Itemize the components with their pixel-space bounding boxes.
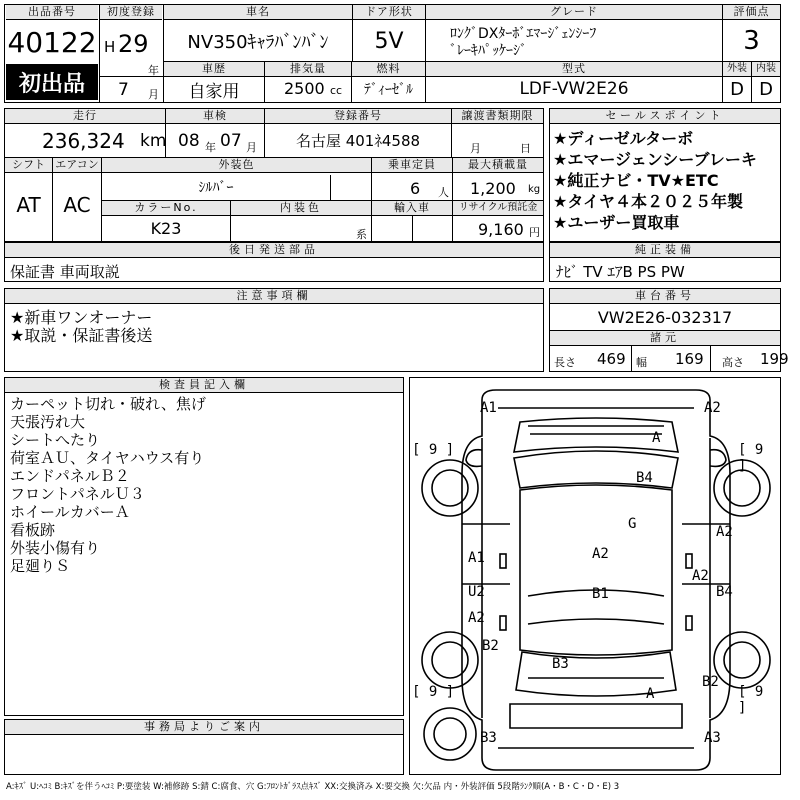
- interior-color-label: 内装色: [231, 201, 371, 216]
- first-reg-label: 初度登録: [100, 5, 162, 20]
- damage-mark: A2: [704, 400, 721, 416]
- caution-label: 注意事項欄: [5, 289, 543, 304]
- inspector-list: [10, 395, 206, 575]
- max-load-value: 1,200: [470, 179, 516, 198]
- inspector-item: カーペット切れ・破れ、焦げ: [10, 395, 206, 413]
- caution-list: [10, 309, 152, 345]
- damage-mark: B3: [480, 730, 497, 746]
- transfer-day-unit: 日: [520, 142, 531, 155]
- grade-line1: ﾛﾝｸﾞDXﾀｰﾎﾞｴﾏｰｼﾞｪﾝｼｰﾌ: [450, 26, 597, 42]
- transfer-label: 譲渡書類期限: [452, 109, 543, 124]
- max-load-unit: kg: [528, 184, 541, 195]
- chassis-label: 車台番号: [550, 289, 780, 304]
- lot-label: 出品番号: [6, 5, 98, 20]
- fuel-label: 燃料: [352, 62, 425, 77]
- displacement-unit: cc: [330, 84, 343, 97]
- inspector-item: エンドパネルＢ２: [10, 467, 130, 485]
- recycle-label: リサイクル預託金: [453, 201, 543, 216]
- height-value: 199: [760, 350, 789, 368]
- first-listing-badge: 初出品: [6, 64, 98, 100]
- later-parts-label: 後日発送部品: [5, 243, 543, 258]
- office-label: 事務局よりご案内: [5, 720, 403, 735]
- damage-mark: A2: [692, 568, 709, 584]
- caution-item: ★新車ワンオーナー: [10, 308, 153, 327]
- damage-mark: A1: [480, 400, 497, 416]
- sales-points-label: セールスポイント: [550, 109, 780, 124]
- tire-mark: [ 9 ]: [412, 684, 455, 700]
- damage-mark: B4: [636, 470, 653, 486]
- import-label: 輸入車: [372, 201, 452, 216]
- damage-mark: A3: [704, 730, 721, 746]
- inspector-item: 看板跡: [10, 521, 56, 539]
- inspection-month-unit: 月: [246, 141, 257, 154]
- length-value: 469: [597, 350, 626, 368]
- sales-point-item: ★エマージェンシーブレーキ: [553, 150, 757, 169]
- interior-value: D: [759, 78, 773, 100]
- capacity-label: 乗車定員: [372, 158, 452, 173]
- height-label: 高さ: [722, 356, 744, 369]
- first-reg-era: H: [104, 38, 116, 56]
- score-value: 3: [743, 26, 760, 56]
- exterior-label: 外装: [723, 62, 751, 77]
- model-value: LDF-VW2E26: [519, 79, 629, 99]
- equipment-label: 純正装備: [550, 243, 780, 258]
- sales-point-item: ★ディーゼルターボ: [553, 129, 694, 148]
- tire-mark: [ 9 ]: [738, 684, 764, 716]
- inspection-label: 車検: [166, 109, 264, 124]
- inspector-item: 足廻りＳ: [10, 557, 71, 575]
- damage-mark: B2: [482, 638, 499, 654]
- plate-label: 登録番号: [265, 109, 451, 124]
- length-label: 長さ: [554, 356, 576, 369]
- damage-mark: A2: [468, 610, 485, 626]
- inspection-year: 08: [178, 131, 200, 151]
- exterior-value: D: [730, 78, 744, 100]
- exterior-color-label: 外装色: [102, 158, 371, 173]
- inspector-item: 外装小傷有り: [10, 539, 101, 557]
- recycle-unit: 円: [529, 226, 540, 239]
- displacement-value: 2500: [284, 79, 325, 98]
- legend: A:ｷｽﾞ U:ﾍｺﾐ B:ｷｽﾞを伴うﾍｺﾐ P:要塗装 W:補修跡 S:錆 C:腐食、穴 G:ﾌﾛﾝﾄｶﾞﾗｽ点ｷｽﾞ XX:交換済み X:要交換 欠:欠品 内・外装評価 5段階ﾗﾝｸ順(A・B・C・D・E) 3: [6, 782, 620, 792]
- shift-value: AT: [16, 193, 41, 217]
- inspector-item: シートへたり: [10, 431, 101, 449]
- transfer-month-unit: 月: [470, 142, 481, 155]
- damage-mark: B4: [716, 584, 733, 600]
- capacity-value: 6: [410, 179, 421, 198]
- later-parts-value: 保証書 車両取説: [10, 263, 120, 281]
- fuel-value: ﾃﾞｨｰｾﾞﾙ: [364, 82, 413, 98]
- door-value: 5V: [374, 28, 404, 54]
- mileage-label: 走行: [5, 109, 165, 124]
- color-no-value: K23: [150, 218, 182, 238]
- width-value: 169: [675, 350, 704, 368]
- inspector-item: フロントパネルＵ３: [10, 485, 145, 503]
- interior-color-suffix: 系: [356, 228, 367, 241]
- interior-label: 内装: [752, 62, 780, 77]
- door-label: ドア形状: [353, 5, 425, 20]
- inspector-item: 荷室ＡＵ、タイヤハウス有り: [10, 449, 205, 467]
- damage-mark: B1: [592, 586, 609, 602]
- history-label: 車歴: [164, 62, 264, 77]
- caution-item: ★取説・保証書後送: [10, 326, 153, 345]
- car-name-label: 車名: [164, 5, 352, 20]
- inspector-item: ホイールカバーＡ: [10, 503, 130, 521]
- max-load-label: 最大積載量: [453, 158, 543, 173]
- damage-mark: A2: [716, 524, 733, 540]
- plate-value: 名古屋 401ﾈ4588: [295, 131, 421, 150]
- exterior-color-value: ｼﾙﾊﾞｰ: [198, 180, 234, 196]
- dimensions-label: 諸元: [550, 330, 780, 346]
- mileage-unit: km: [140, 131, 167, 151]
- equipment-value: ﾅﾋﾞ TV ｴｱB PS PW: [556, 263, 685, 281]
- damage-mark: A2: [592, 546, 609, 562]
- lot-number: 40122: [7, 25, 97, 59]
- grade-label: グレード: [426, 5, 722, 20]
- capacity-unit: 人: [438, 186, 449, 199]
- model-label: 型式: [426, 62, 722, 77]
- inspector-item: 天張汚れ大: [10, 413, 86, 431]
- first-reg-year-unit: 年: [148, 64, 159, 77]
- damage-mark: A: [652, 430, 661, 446]
- tire-mark: [ 9 ]: [412, 442, 455, 458]
- recycle-value: 9,160: [478, 220, 524, 239]
- inspection-month: 07: [220, 131, 242, 151]
- damage-mark: A: [646, 686, 655, 702]
- displacement-label: 排気量: [265, 62, 351, 77]
- score-label: 評価点: [723, 5, 780, 20]
- damage-diagram: [409, 377, 781, 775]
- tire-mark: [ 9 ]: [738, 442, 764, 474]
- grade-line2: ﾞﾚｰｷﾊﾟｯｹｰｼﾞ: [450, 43, 527, 59]
- first-reg-month: 7: [118, 80, 129, 100]
- sales-point-item: ★純正ナビ・TV★ETC: [553, 171, 719, 190]
- car-outline: [410, 378, 782, 776]
- width-label: 幅: [636, 356, 647, 369]
- first-reg-month-unit: 月: [148, 88, 159, 101]
- inspector-label: 検査員記入欄: [5, 378, 403, 393]
- damage-mark: B2: [702, 674, 719, 690]
- first-reg-year: 29: [118, 30, 149, 58]
- aircon-value: AC: [63, 193, 91, 217]
- color-no-label: カラーNo.: [102, 201, 230, 216]
- chassis-value: VW2E26-032317: [597, 307, 733, 327]
- sales-point-item: ★ユーザー買取車: [553, 213, 680, 232]
- damage-mark: B3: [552, 656, 569, 672]
- car-name-value: NV350ｷｬﾗﾊﾞﾝﾊﾞﾝ: [187, 32, 329, 53]
- shift-label: シフト: [5, 158, 52, 173]
- damage-mark: A1: [468, 550, 485, 566]
- inspection-year-unit: 年: [205, 141, 216, 154]
- aircon-label: エアコン: [53, 158, 101, 173]
- sales-points-list: [553, 128, 757, 233]
- damage-mark: G: [628, 516, 637, 532]
- history-value: 自家用: [188, 81, 240, 102]
- damage-mark: U2: [468, 584, 485, 600]
- sales-point-item: ★タイヤ４本２０２５年製: [553, 192, 744, 211]
- mileage-value: 236,324: [42, 129, 125, 153]
